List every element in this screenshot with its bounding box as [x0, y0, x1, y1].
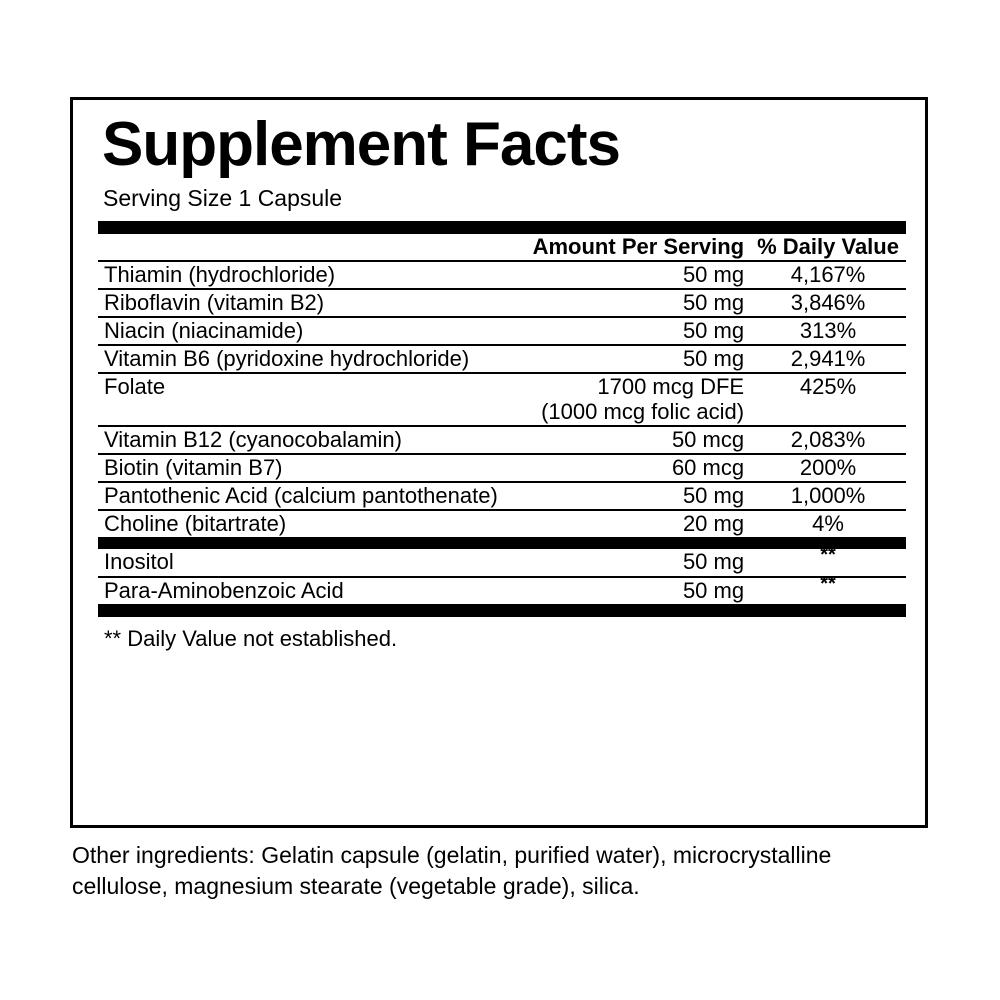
row-name: Thiamin (hydrochloride) [104, 261, 336, 287]
other-ingredients: Other ingredients: Gelatin capsule (gelatin, purified water), microcrystalline cellulose, magnesium stearate (vegetable grade), silica. [72, 842, 832, 900]
row-amount [498, 374, 750, 426]
row-daily-value: 2,941% [790, 345, 866, 371]
table-row [98, 318, 906, 344]
row-amount: 50 mcg [671, 427, 745, 453]
row-amount: 20 mg [682, 511, 745, 537]
row-amount: 50 mg [682, 483, 745, 509]
table-row [98, 455, 906, 481]
row-name: Folate [104, 373, 166, 399]
row-daily-value: 425% [799, 373, 857, 399]
row-amount-secondary: (1000 mcg folic acid) [541, 399, 745, 425]
row-amount: 60 mcg [671, 455, 745, 481]
table-row [98, 549, 906, 575]
table-row [98, 427, 906, 453]
table-row [98, 483, 906, 509]
row-name: Riboflavin (vitamin B2) [104, 289, 325, 315]
row-name: Inositol [104, 549, 174, 575]
divider-thick [98, 537, 906, 549]
row-daily-value: 1,000% [790, 483, 866, 509]
header-nutrient [98, 234, 498, 260]
row-daily-value: 4,167% [790, 261, 866, 287]
bottom-thick-rule [98, 604, 906, 617]
row-name: Choline (bitartrate) [104, 511, 287, 537]
row-daily-value: 313% [799, 317, 857, 343]
row-daily-value: 2,083% [790, 427, 866, 453]
table-row [98, 511, 906, 537]
daily-value-footnote: ** Daily Value not established. [104, 625, 398, 651]
table-row [98, 262, 906, 288]
nutrition-table [98, 234, 906, 604]
row-daily-value: 4% [812, 511, 844, 537]
row-name: Para-Aminobenzoic Acid [104, 577, 344, 603]
row-amount: 50 mg [682, 549, 745, 575]
dv-footnote-marker: ** [820, 572, 836, 595]
row-name: Biotin (vitamin B7) [104, 455, 283, 481]
table-header-row [98, 234, 906, 260]
row-daily-value: 200% [799, 455, 857, 481]
top-thick-rule [98, 221, 906, 234]
table-row [98, 578, 906, 604]
row-daily-value [750, 572, 906, 604]
row-name: Pantothenic Acid (calcium pantothenate) [104, 483, 498, 509]
facts-panel-inner [98, 112, 906, 652]
row-name: Vitamin B12 (cyanocobalamin) [104, 427, 402, 453]
row-amount-primary: 1700 mcg DFE [597, 373, 745, 399]
row-amount: 50 mg [682, 317, 745, 343]
page-title: Supplement Facts [102, 110, 620, 179]
row-amount: 50 mg [682, 345, 745, 371]
row-amount: 50 mg [682, 577, 745, 603]
dv-footnote-marker: ** [820, 544, 836, 567]
row-amount: 50 mg [682, 261, 745, 287]
row-name: Niacin (niacinamide) [104, 317, 304, 343]
row-amount: 50 mg [682, 289, 745, 315]
row-daily-value: 3,846% [790, 289, 866, 315]
row-name: Vitamin B6 (pyridoxine hydrochloride) [104, 345, 470, 371]
serving-size: Serving Size 1 Capsule [103, 185, 343, 212]
header-percent-daily-value: % Daily Value [757, 233, 899, 259]
table-row [98, 374, 906, 426]
table-row [98, 346, 906, 372]
separator-thick [98, 537, 906, 549]
header-amount-per-serving: Amount Per Serving [532, 233, 745, 259]
table-row [98, 290, 906, 316]
facts-panel [70, 97, 928, 828]
